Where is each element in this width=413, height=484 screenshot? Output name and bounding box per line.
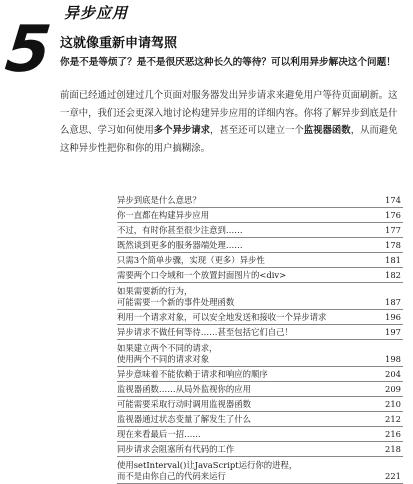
toc-item-title: 如果建立两个不同的请求， 使用两个不同的请求对象 (117, 343, 218, 364)
toc-item-title: 如果需要新的行为， 可能需要一个新的事件处理函数 (117, 286, 235, 307)
intro-body (60, 87, 398, 157)
toc-item-page: 204 (385, 369, 401, 379)
chapter-title: 这就像重新申请驾照 (60, 36, 178, 51)
toc-item-page: 210 (385, 399, 401, 409)
toc-item (117, 310, 403, 325)
toc-item-title: 只需3个简单步骤，实现（更多）异步性 (117, 255, 265, 265)
toc-item-page: 182 (385, 270, 401, 280)
toc-item (117, 283, 403, 310)
toc-item (117, 367, 403, 382)
chapter-number: 5 (2, 13, 55, 87)
toc-item (117, 457, 403, 484)
toc-item-page: 176 (385, 210, 401, 220)
toc-item-title: 你一直都在构建异步应用 (117, 210, 210, 220)
toc-item-title: 不过，有时你甚至很少注意到…… (117, 225, 243, 235)
intro-text: 前面已经通过创建过几个页面对服务器发出异步请求来避免用户等待页面刷新。这一章中，我们还会更深入地讨论构建异步应用的详细内容。你将了解异步到底是什么意思、学习如何使用 (60, 90, 398, 136)
toc-item (117, 412, 403, 427)
toc-item-title: 异步到底是什么意思？ (117, 195, 201, 205)
toc-item-page: 174 (385, 195, 401, 205)
toc-item-title: 监视器函数……从局外监视你的应用 (117, 384, 251, 394)
intro-question: 你是不是等烦了？是不是很厌恶这种长久的等待？可以利用异步解决这个问题！ (60, 57, 396, 68)
toc-item-page: 187 (385, 297, 401, 307)
toc-item-title: 监视器通过状态变量了解发生了什么 (117, 414, 251, 424)
toc-item (117, 208, 403, 223)
toc-item-page: 209 (385, 384, 401, 394)
toc-item-title: 异步意味着不能依赖于请求和响应的顺序 (117, 369, 268, 379)
toc-item-title: 既然谈到更多的服务器端处理…… (117, 240, 243, 250)
toc-item (117, 397, 403, 412)
toc-item-page: 181 (385, 255, 401, 265)
toc-item-page: 218 (385, 444, 401, 454)
table-of-contents (117, 193, 403, 484)
intro-emphasis: 多个异步请求 (153, 125, 211, 136)
toc-item-page: 178 (385, 240, 401, 250)
toc-item-page: 198 (385, 354, 401, 364)
toc-item (117, 223, 403, 238)
toc-item-page: 197 (385, 327, 401, 337)
toc-item (117, 427, 403, 442)
toc-item-title: 异步请求不做任何等待……甚至包括它们自己！ (117, 327, 293, 337)
intro-emphasis: 监视器函数 (303, 125, 351, 136)
toc-item (117, 442, 403, 457)
toc-item-page: 177 (385, 225, 401, 235)
intro-text: ，从而避免这种异步性把你和你的用户搞糊涂。 (60, 125, 398, 154)
toc-item-page: 196 (385, 312, 401, 322)
intro-text: ，甚至还可以建立一个 (210, 125, 304, 136)
toc-item (117, 193, 403, 208)
toc-item-page: 221 (385, 471, 401, 481)
toc-item (117, 268, 403, 283)
toc-item-page: 212 (385, 414, 401, 424)
toc-item-title: 需要两个口令域和一个放置封面图片的<div> (117, 270, 287, 280)
toc-item (117, 382, 403, 397)
toc-item-page: 216 (385, 429, 401, 439)
toc-item (117, 340, 403, 367)
toc-item-title: 利用一个请求对象，可以安全地发送和接收一个异步请求 (117, 312, 327, 322)
toc-item (117, 253, 403, 268)
toc-item-title: 可能需要采取行动时调用监视器函数 (117, 399, 251, 409)
toc-item-title: 同步请求会阻塞所有代码的工作 (117, 444, 235, 454)
chapter-label: 异步应用 (64, 4, 129, 22)
toc-item (117, 325, 403, 340)
toc-item (117, 238, 403, 253)
toc-item-title: 现在来看最后一招…… (117, 429, 201, 439)
toc-item-title: 使用setInterval()让JavaScript运行你的进程， 而不是由你自己的代码来运行 (117, 460, 298, 481)
